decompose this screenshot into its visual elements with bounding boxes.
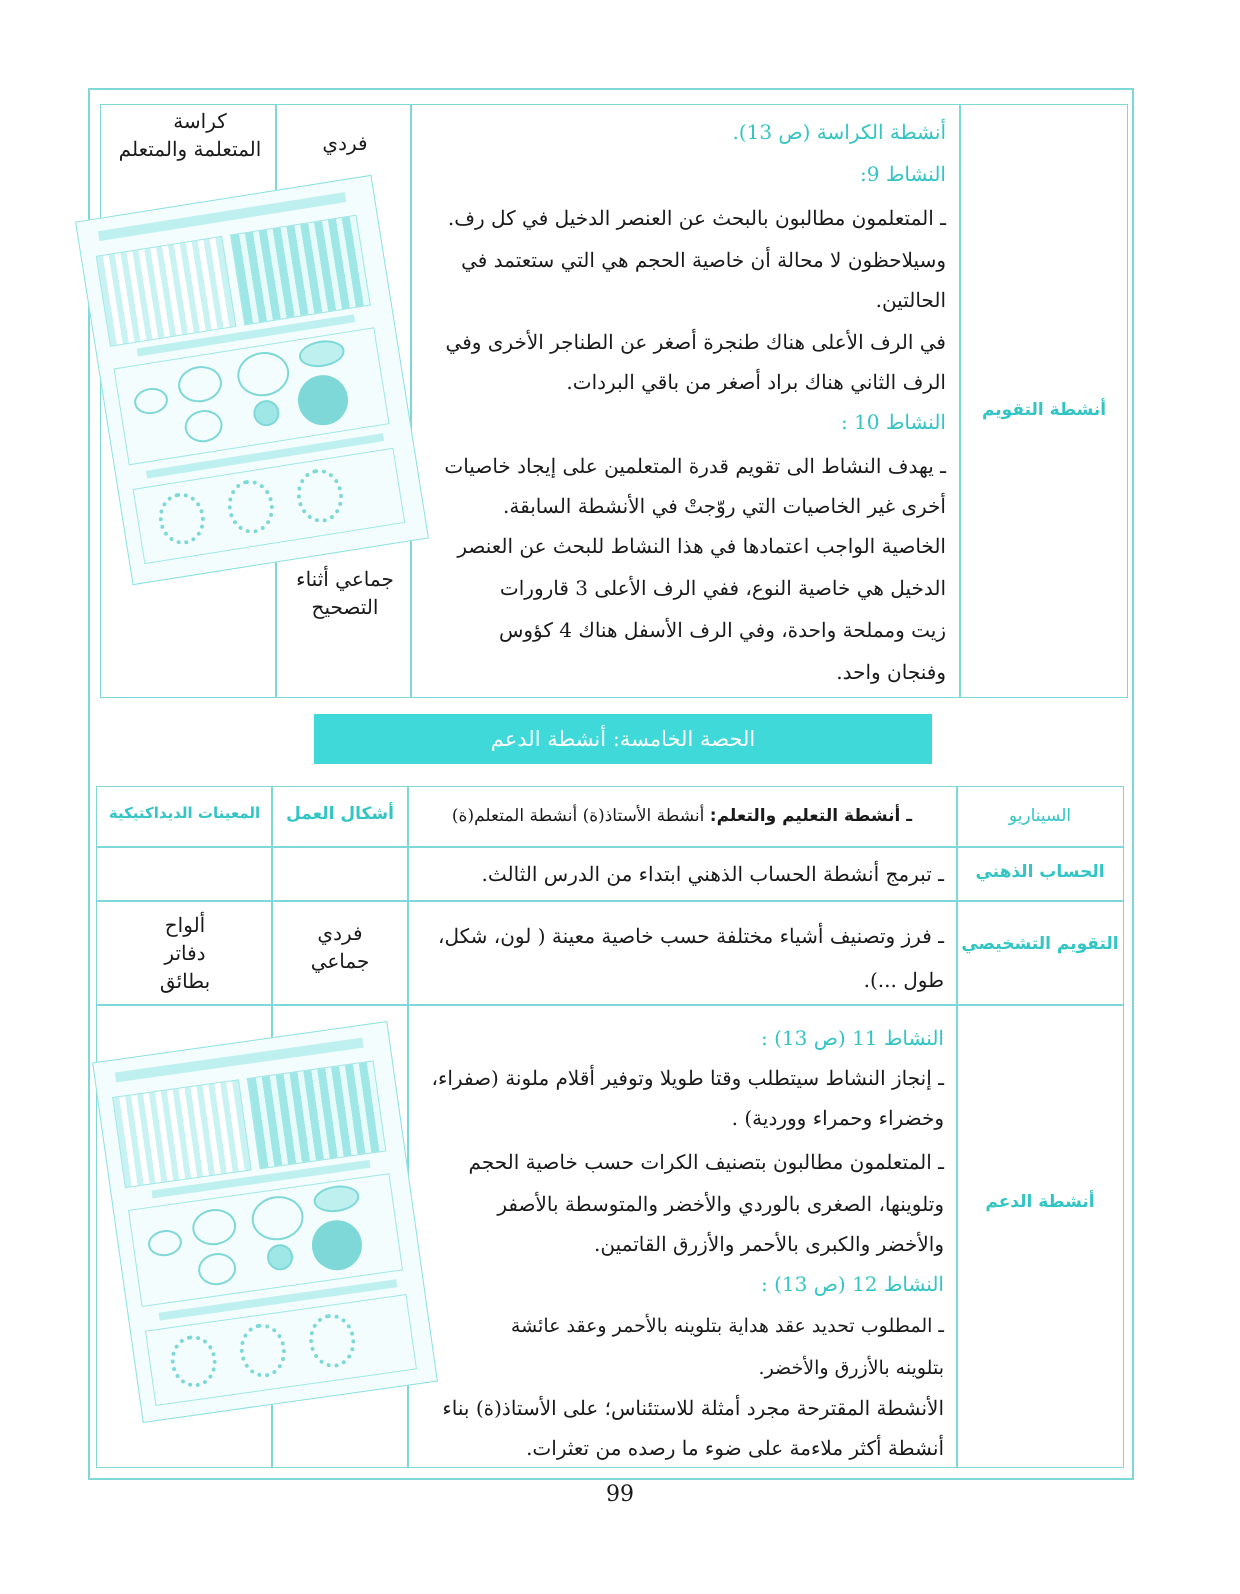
ball-shape [312, 1183, 361, 1215]
s1-line-8: ـ يهدف النشاط الى تقويم قدرة المتعلمين على إيجاد خاصيات [444, 454, 946, 478]
hdr-activities-rest: أنشطة الأستاذ(ة) أنشطة المتعلم(ة) [451, 806, 710, 826]
support-line-2: وخضراء وحمراء ووردية) . [731, 1106, 944, 1130]
s1-line-4: الحالتين. [875, 288, 946, 312]
support-line-10: أنشطة أكثر ملاءمة على ضوء ما رصده من تعثرات. [526, 1436, 944, 1460]
hdr-activities-bold: ـ أنشطة التعليم والتعلم: [709, 806, 913, 826]
hdr-forms: أشكال العمل [286, 804, 394, 824]
ball-shape [309, 1217, 365, 1273]
mental-label: الحساب الذهني [975, 862, 1105, 882]
s1-line-0: أنشطة الكراسة (ص 13). [732, 120, 946, 144]
support-line-6: النشاط 12 (ص 13) : [761, 1272, 944, 1296]
s1-line-10: الخاصية الواجب اعتمادها في هذا النشاط للبحث عن العنصر [457, 534, 946, 558]
support-line-5: والأخضر والكبرى بالأحمر والأزرق القاتمين. [594, 1232, 944, 1256]
mental-text: ـ تبرمج أنشطة الحساب الذهني ابتداء من الدرس الثالث. [481, 862, 944, 886]
support-line-9: الأنشطة المقترحة مجرد أمثلة للاستئناس؛ على الأستاذ(ة) بناء [442, 1396, 944, 1420]
thumb-shelf-right [247, 1060, 387, 1169]
diag-tools-line1: ألواح [164, 913, 206, 937]
s1-line-6: الرف الثاني هناك براد أصغر من باقي البردات. [566, 370, 946, 394]
s1-tools-line2: المتعلمة والمتعلم [118, 137, 262, 161]
mental-forms-cell [271, 846, 409, 902]
necklace-shape [224, 476, 278, 537]
necklace-shape [236, 1321, 289, 1381]
support-line-7: ـ المطلوب تحديد عقد هداية بتلوينه بالأحمر وعقد عائشة [510, 1315, 944, 1337]
ball-shape [265, 1243, 294, 1272]
diag-line1: ـ فرز وتصنيف أشياء مختلفة حسب خاصية معينة ( لون، شكل، [438, 924, 944, 948]
hdr-activities [412, 804, 952, 828]
thumb-necklace-box [133, 448, 406, 564]
s1-tools-line1: كراسة [173, 109, 227, 133]
s1-line-13: وفنجان واحد. [836, 660, 946, 684]
s1-form-top: فردي [322, 131, 368, 155]
necklace-shape [293, 466, 347, 527]
mental-tools-cell [96, 846, 273, 902]
diag-label: التقويم التشخيصي [961, 934, 1119, 954]
support-line-8: بتلوينه بالأزرق والأخضر. [758, 1357, 944, 1379]
support-line-0: النشاط 11 (ص 13) : [761, 1026, 944, 1050]
diag-form-line2: جماعي [310, 949, 370, 973]
s1-label: أنشطة التقويم [981, 400, 1107, 420]
necklace-shape [155, 489, 209, 548]
ball-shape [196, 1251, 238, 1288]
s1-activities-cell [410, 104, 961, 698]
s1-line-1: النشاط 9: [860, 162, 946, 186]
s1-line-5: في الرف الأعلى هناك طنجرة أصغر عن الطناجر الأخرى وفي [445, 330, 946, 354]
s1-line-7: النشاط 10 : [840, 410, 946, 434]
thumb-shelf-left [112, 1079, 252, 1188]
s1-form-bottom-line2: التصحيح [311, 595, 379, 619]
workbook-page-thumbnail [75, 175, 429, 585]
diag-form-line1: فردي [317, 921, 363, 945]
support-line-3: ـ المتعلمون مطالبون بتصنيف الكرات حسب خاصية الحجم [468, 1150, 944, 1174]
ball-shape [190, 1206, 239, 1248]
necklace-shape [306, 1311, 359, 1371]
s1-line-12: زيت ومملحة واحدة، وفي الرف الأسفل هناك 4 كؤوس [498, 618, 946, 642]
page-number: 99 [606, 1482, 634, 1507]
ball-shape [297, 337, 347, 370]
support-label: أنشطة الدعم [985, 1192, 1095, 1212]
thumb-shelf-left [96, 236, 237, 347]
ball-shape [294, 372, 351, 429]
ball-shape [249, 1193, 307, 1244]
ball-shape [146, 1228, 183, 1258]
ball-shape [132, 386, 170, 417]
ball-shape [251, 398, 281, 428]
session-banner: الحصة الخامسة: أنشطة الدعم [314, 714, 932, 764]
ball-shape [234, 348, 292, 400]
s1-line-11: الدخيل هي خاصية النوع، ففي الرف الأعلى 3 قارورات [499, 576, 946, 600]
hdr-tools: المعينات الديداكتيكية [108, 804, 261, 822]
support-label-cell [956, 1004, 1124, 1468]
hdr-scenario: السيناريو [1008, 806, 1072, 826]
support-line-1: ـ إنجاز النشاط سيتطلب وقتا طويلا وتوفير أقلام ملونة (صفراء، [431, 1066, 944, 1090]
ball-shape [175, 363, 224, 405]
s1-line-3: وسيلاحظون لا محالة أن خاصية الحجم هي التي ستعتمد في [461, 248, 946, 272]
s1-form-bottom-line1: جماعي أثناء [296, 567, 394, 591]
thumb-shelf-right [230, 215, 371, 326]
diag-tools-line2: دفاتر [164, 941, 206, 965]
necklace-shape [167, 1332, 220, 1390]
s1-line-9: أخرى غير الخاصيات التي روّجتْ في الأنشطة السابقة. [503, 494, 946, 518]
support-line-4: وتلوينها، الصغرى بالوردي والأخضر والمتوسطة بالأصفر [497, 1192, 944, 1216]
diag-tools-line3: بطائق [159, 969, 211, 993]
s1-line-2: ـ المتعلمون مطالبون بالبحث عن العنصر الدخيل في كل رف. [447, 206, 946, 230]
diag-line2: طول ...). [863, 968, 944, 992]
ball-shape [182, 407, 225, 445]
workbook-page-thumbnail [92, 1021, 438, 1423]
